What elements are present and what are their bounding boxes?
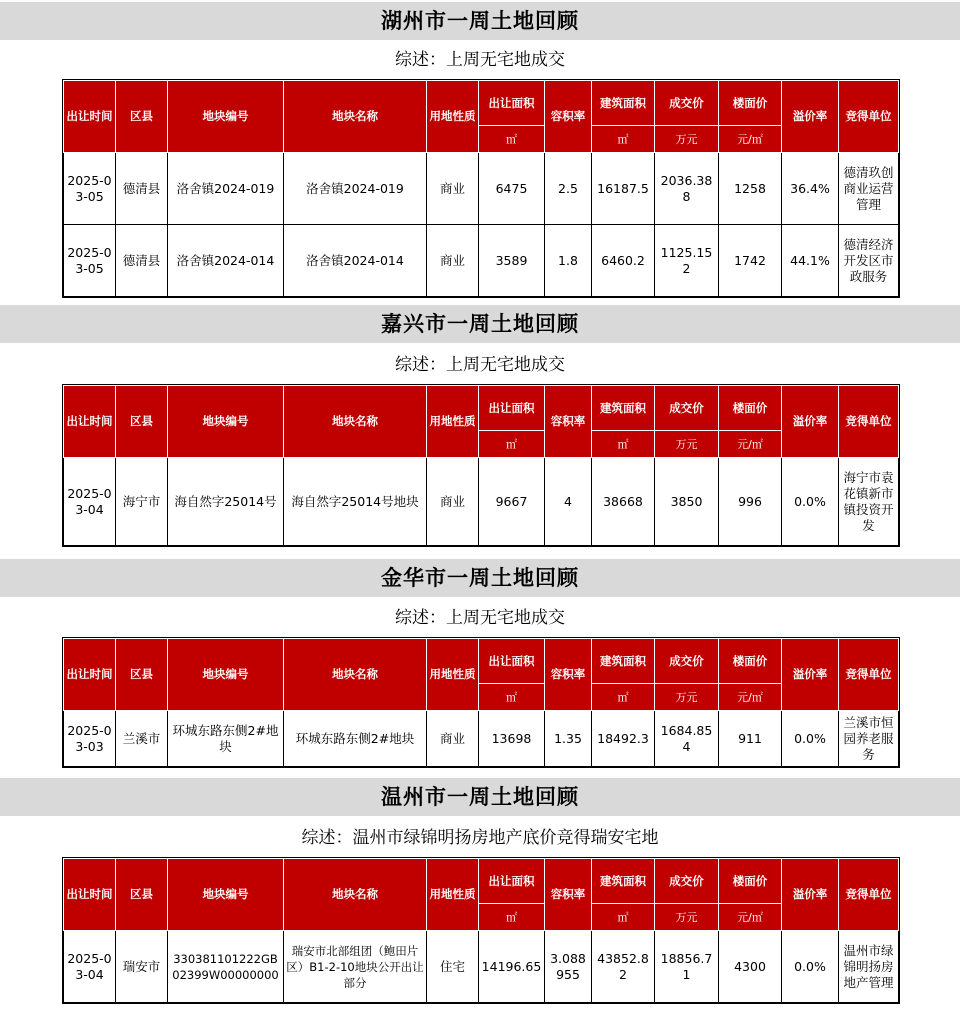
- unit-floor-area: ㎡: [592, 431, 655, 458]
- cell-parcel-name: 瑞安市北部组团（鲍田片区）B1-2-10地块公开出让部分: [284, 931, 427, 1003]
- header-parcel-name: 地块名称: [284, 859, 427, 931]
- cell-area: 13698: [479, 711, 545, 767]
- section-title-jiaxing: 嘉兴市一周土地回顾: [0, 305, 960, 343]
- header-parcel-no: 地块编号: [168, 81, 284, 153]
- header-parcel-name: 地块名称: [284, 639, 427, 711]
- cell-price: 1125.152: [655, 225, 719, 297]
- header-floor-area: 建筑面积: [592, 859, 655, 904]
- cell-district: 德清县: [116, 153, 168, 225]
- cell-district: 兰溪市: [116, 711, 168, 767]
- cell-winner: 兰溪市恒园养老服务: [839, 711, 899, 767]
- cell-area: 14196.65: [479, 931, 545, 1003]
- unit-area: ㎡: [479, 684, 545, 711]
- cell-parcel-no: 330381101222GB02399W00000000: [168, 931, 284, 1003]
- unit-floor-area: ㎡: [592, 904, 655, 931]
- unit-price: 万元: [655, 126, 719, 153]
- section-title-jinhua: 金华市一周土地回顾: [0, 559, 960, 597]
- unit-area: ㎡: [479, 126, 545, 153]
- header-floor-area: 建筑面积: [592, 81, 655, 126]
- cell-price: 1684.854: [655, 711, 719, 767]
- header-area: 出让面积: [479, 639, 545, 684]
- unit-unit-price: 元/㎡: [719, 431, 782, 458]
- table-row: [64, 711, 899, 767]
- table-row: [64, 153, 899, 225]
- unit-price: 万元: [655, 684, 719, 711]
- land-table-jinhua: [63, 638, 899, 767]
- header-price: 成交价: [655, 859, 719, 904]
- header-unit-price: 楼面价: [719, 859, 782, 904]
- header-ratio: 容积率: [545, 639, 592, 711]
- section-summary-jiaxing: 综述：上周无宅地成交: [395, 355, 565, 375]
- header-premium: 溢价率: [782, 81, 839, 153]
- cell-unit-price: 4300: [719, 931, 782, 1003]
- header-premium: 溢价率: [782, 386, 839, 458]
- unit-area: ㎡: [479, 904, 545, 931]
- unit-unit-price: 元/㎡: [719, 684, 782, 711]
- header-parcel-name: 地块名称: [284, 81, 427, 153]
- cell-winner: 温州市绿锦明扬房地产管理: [839, 931, 899, 1003]
- header-winner: 竞得单位: [839, 639, 899, 711]
- unit-price: 万元: [655, 431, 719, 458]
- header-winner: 竞得单位: [839, 386, 899, 458]
- cell-date: 2025-03-05: [64, 225, 116, 297]
- section-summary-wenzhou: 综述：温州市绿锦明扬房地产底价竞得瑞安宅地: [301, 828, 659, 848]
- unit-unit-price: 元/㎡: [719, 904, 782, 931]
- cell-district: 德清县: [116, 225, 168, 297]
- cell-unit-price: 1742: [719, 225, 782, 297]
- header-area: 出让面积: [479, 386, 545, 431]
- table-row: [64, 931, 899, 1003]
- cell-use: 商业: [427, 153, 479, 225]
- header-area: 出让面积: [479, 81, 545, 126]
- header-ratio: 容积率: [545, 859, 592, 931]
- cell-date: 2025-03-04: [64, 931, 116, 1003]
- cell-parcel-no: 环城东路东侧2#地块: [168, 711, 284, 767]
- header-district: 区县: [116, 81, 168, 153]
- header-floor-area: 建筑面积: [592, 386, 655, 431]
- unit-area: ㎡: [479, 431, 545, 458]
- land-table-wenzhou: [63, 858, 899, 1003]
- section-summary-huzhou: 综述：上周无宅地成交: [395, 50, 565, 70]
- cell-ratio: 1.8: [545, 225, 592, 297]
- cell-unit-price: 911: [719, 711, 782, 767]
- header-district: 区县: [116, 859, 168, 931]
- cell-floor-area: 16187.5: [592, 153, 655, 225]
- header-use: 用地性质: [427, 81, 479, 153]
- header-price: 成交价: [655, 639, 719, 684]
- header-area: 出让面积: [479, 859, 545, 904]
- cell-winner: 德清经济开发区市政服务: [839, 225, 899, 297]
- header-district: 区县: [116, 386, 168, 458]
- section-summary-jinhua: 综述：上周无宅地成交: [395, 608, 565, 628]
- table-row: [64, 225, 899, 297]
- cell-price: 2036.388: [655, 153, 719, 225]
- cell-parcel-name: 洛舍镇2024-019: [284, 153, 427, 225]
- header-date: 出让时间: [64, 639, 116, 711]
- cell-parcel-no: 洛舍镇2024-014: [168, 225, 284, 297]
- header-winner: 竞得单位: [839, 859, 899, 931]
- header-date: 出让时间: [64, 81, 116, 153]
- cell-district: 海宁市: [116, 458, 168, 546]
- cell-parcel-no: 洛舍镇2024-019: [168, 153, 284, 225]
- cell-parcel-name: 环城东路东侧2#地块: [284, 711, 427, 767]
- cell-ratio: 4: [545, 458, 592, 546]
- header-date: 出让时间: [64, 859, 116, 931]
- cell-area: 6475: [479, 153, 545, 225]
- cell-price: 18856.71: [655, 931, 719, 1003]
- header-winner: 竞得单位: [839, 81, 899, 153]
- header-price: 成交价: [655, 386, 719, 431]
- land-table-jiaxing: [63, 385, 899, 546]
- cell-floor-area: 6460.2: [592, 225, 655, 297]
- cell-parcel-name: 洛舍镇2024-014: [284, 225, 427, 297]
- cell-floor-area: 18492.3: [592, 711, 655, 767]
- cell-ratio: 1.35: [545, 711, 592, 767]
- cell-use: 商业: [427, 458, 479, 546]
- table-row: [64, 458, 899, 546]
- cell-unit-price: 996: [719, 458, 782, 546]
- cell-premium: 36.4%: [782, 153, 839, 225]
- section-title-huzhou: 湖州市一周土地回顾: [0, 2, 960, 40]
- header-unit-price: 楼面价: [719, 81, 782, 126]
- cell-premium: 0.0%: [782, 458, 839, 546]
- header-use: 用地性质: [427, 859, 479, 931]
- header-parcel-no: 地块编号: [168, 859, 284, 931]
- cell-use: 商业: [427, 711, 479, 767]
- cell-date: 2025-03-05: [64, 153, 116, 225]
- cell-price: 3850: [655, 458, 719, 546]
- cell-winner: 海宁市袁花镇新市镇投资开发: [839, 458, 899, 546]
- header-premium: 溢价率: [782, 859, 839, 931]
- cell-area: 3589: [479, 225, 545, 297]
- header-floor-area: 建筑面积: [592, 639, 655, 684]
- cell-winner: 德清玖创商业运营管理: [839, 153, 899, 225]
- cell-premium: 0.0%: [782, 931, 839, 1003]
- cell-parcel-no: 海自然字25014号: [168, 458, 284, 546]
- section-title-wenzhou: 温州市一周土地回顾: [0, 778, 960, 816]
- cell-premium: 0.0%: [782, 711, 839, 767]
- cell-date: 2025-03-03: [64, 711, 116, 767]
- land-table-huzhou: [63, 80, 899, 297]
- header-price: 成交价: [655, 81, 719, 126]
- header-premium: 溢价率: [782, 639, 839, 711]
- header-unit-price: 楼面价: [719, 386, 782, 431]
- cell-date: 2025-03-04: [64, 458, 116, 546]
- cell-ratio: 3.088955: [545, 931, 592, 1003]
- header-ratio: 容积率: [545, 386, 592, 458]
- header-district: 区县: [116, 639, 168, 711]
- header-parcel-no: 地块编号: [168, 639, 284, 711]
- header-ratio: 容积率: [545, 81, 592, 153]
- unit-floor-area: ㎡: [592, 684, 655, 711]
- cell-floor-area: 43852.82: [592, 931, 655, 1003]
- unit-floor-area: ㎡: [592, 126, 655, 153]
- cell-floor-area: 38668: [592, 458, 655, 546]
- header-parcel-no: 地块编号: [168, 386, 284, 458]
- header-unit-price: 楼面价: [719, 639, 782, 684]
- header-use: 用地性质: [427, 386, 479, 458]
- cell-district: 瑞安市: [116, 931, 168, 1003]
- header-use: 用地性质: [427, 639, 479, 711]
- cell-premium: 44.1%: [782, 225, 839, 297]
- header-parcel-name: 地块名称: [284, 386, 427, 458]
- cell-use: 住宅: [427, 931, 479, 1003]
- header-date: 出让时间: [64, 386, 116, 458]
- cell-unit-price: 1258: [719, 153, 782, 225]
- unit-unit-price: 元/㎡: [719, 126, 782, 153]
- cell-use: 商业: [427, 225, 479, 297]
- cell-ratio: 2.5: [545, 153, 592, 225]
- cell-area: 9667: [479, 458, 545, 546]
- unit-price: 万元: [655, 904, 719, 931]
- cell-parcel-name: 海自然字25014号地块: [284, 458, 427, 546]
